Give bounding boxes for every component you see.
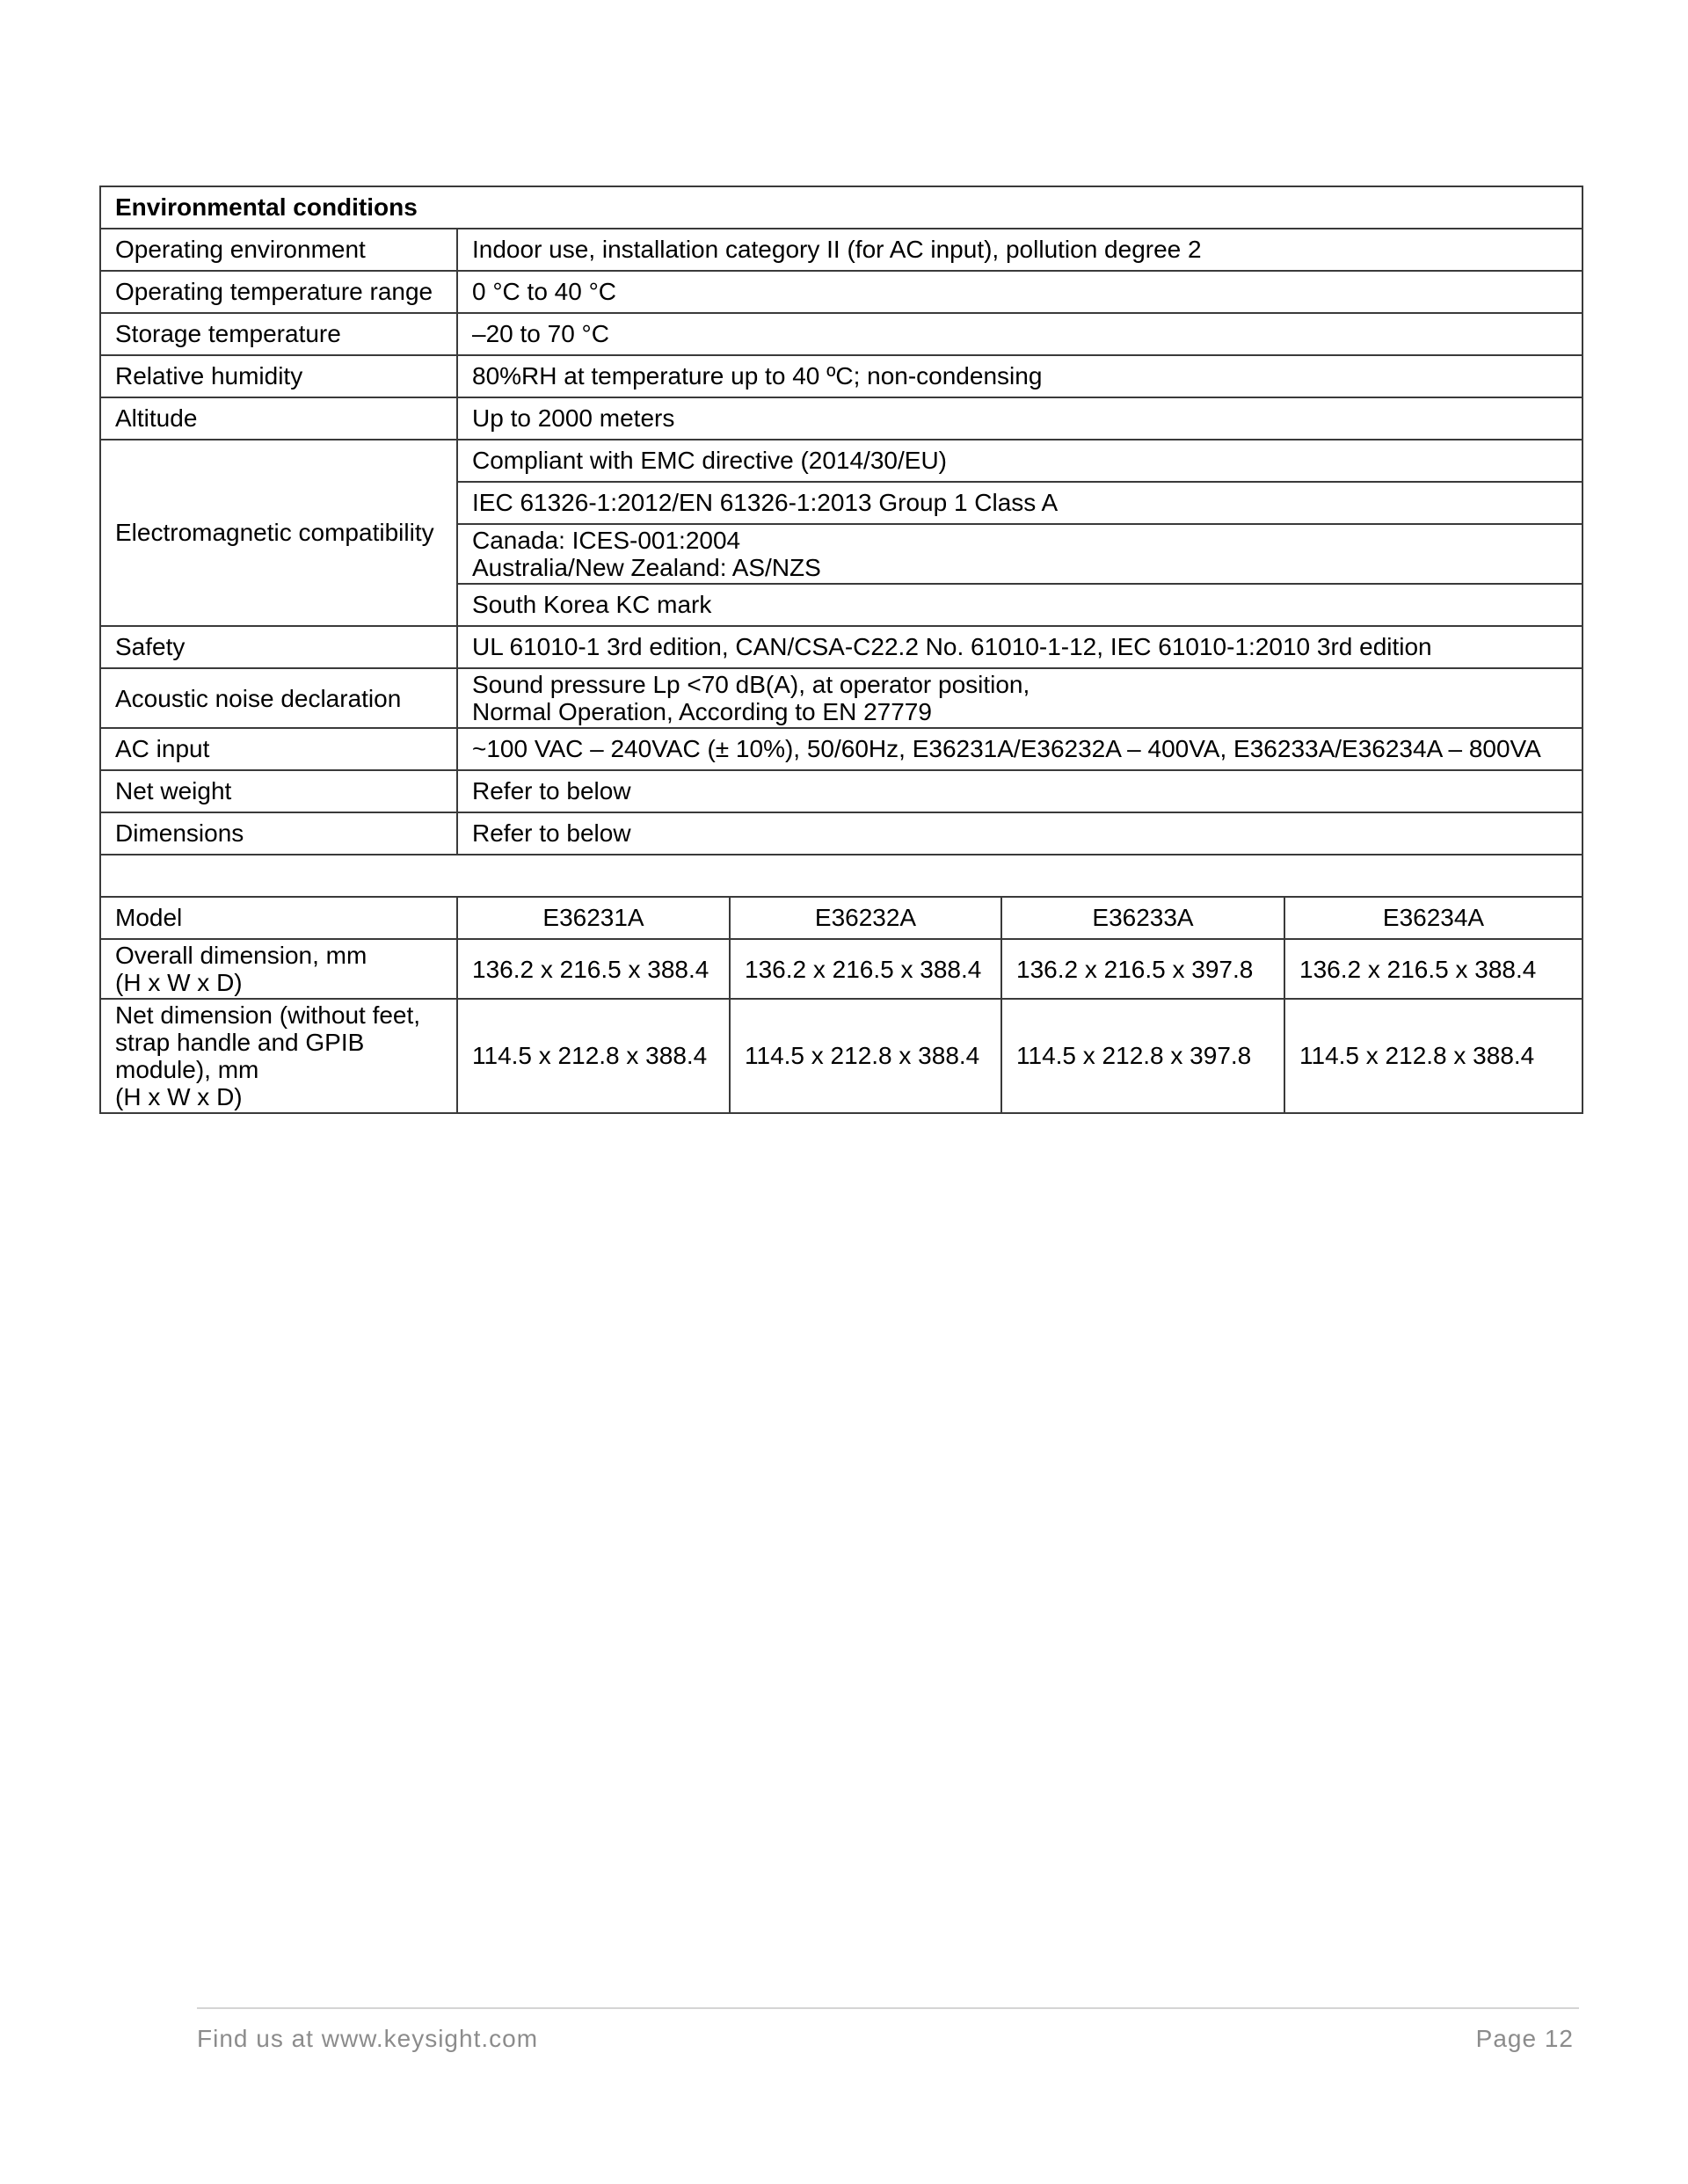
row-value: Refer to below xyxy=(457,812,1582,855)
overall-label-line: (H x W x D) xyxy=(115,969,243,996)
table-row xyxy=(100,313,1582,355)
row-value xyxy=(457,524,1582,584)
footer-website: Find us at www.keysight.com xyxy=(197,2025,539,2052)
row-label: Dimensions xyxy=(100,812,457,855)
model-name: E36234A xyxy=(1284,897,1582,939)
emc-canada: Canada: ICES-001:2004 xyxy=(472,527,741,554)
overall-dimension-label xyxy=(100,939,457,999)
model-name: E36232A xyxy=(730,897,1001,939)
table-row xyxy=(100,229,1582,271)
table-row xyxy=(100,440,1582,482)
row-label: Relative humidity xyxy=(100,355,457,397)
net-dimension-label xyxy=(100,999,457,1113)
row-value: Indoor use, installation category II (for AC input), pollution degree 2 xyxy=(457,229,1582,271)
row-label: Altitude xyxy=(100,397,457,440)
net-dimension-value: 114.5 x 212.8 x 397.8 xyxy=(1001,999,1284,1113)
net-label-line: Net dimension (without feet, xyxy=(115,1001,421,1029)
row-value: –20 to 70 °C xyxy=(457,313,1582,355)
net-label-line: module), mm xyxy=(115,1056,259,1083)
page-number: Page 12 xyxy=(1475,2025,1574,2052)
row-value: 0 °C to 40 °C xyxy=(457,271,1582,313)
net-dimension-value: 114.5 x 212.8 x 388.4 xyxy=(1284,999,1582,1113)
spacer-row xyxy=(100,855,1582,897)
model-header-label: Model xyxy=(100,897,457,939)
row-label: Storage temperature xyxy=(100,313,457,355)
overall-dimension-value: 136.2 x 216.5 x 397.8 xyxy=(1001,939,1284,999)
table-row xyxy=(100,626,1582,668)
row-value: Compliant with EMC directive (2014/30/EU) xyxy=(457,440,1582,482)
row-label: Safety xyxy=(100,626,457,668)
net-label-line: strap handle and GPIB xyxy=(115,1029,365,1056)
table-title: Environmental conditions xyxy=(100,186,1582,229)
row-value: South Korea KC mark xyxy=(457,584,1582,626)
table-row xyxy=(100,812,1582,855)
table-title-row xyxy=(100,186,1582,229)
overall-dimension-row xyxy=(100,939,1582,999)
row-label: Operating temperature range xyxy=(100,271,457,313)
row-value: Up to 2000 meters xyxy=(457,397,1582,440)
acoustic-line-1: Sound pressure Lp <70 dB(A), at operator position, xyxy=(472,671,1030,698)
table-row xyxy=(100,668,1582,728)
row-value: ~100 VAC – 240VAC (± 10%), 50/60Hz, E36231A/E36232A – 400VA, E36233A/E36234A – 800VA xyxy=(457,728,1582,770)
model-name: E36233A xyxy=(1001,897,1284,939)
table-row xyxy=(100,397,1582,440)
net-label-line: (H x W x D) xyxy=(115,1083,243,1110)
overall-dimension-value: 136.2 x 216.5 x 388.4 xyxy=(730,939,1001,999)
model-header-row xyxy=(100,897,1582,939)
net-dimension-row xyxy=(100,999,1582,1113)
table-row xyxy=(100,355,1582,397)
table-row xyxy=(100,728,1582,770)
row-label: Acoustic noise declaration xyxy=(100,668,457,728)
row-label: Net weight xyxy=(100,770,457,812)
row-label: AC input xyxy=(100,728,457,770)
row-value xyxy=(457,668,1582,728)
acoustic-line-2: Normal Operation, According to EN 27779 xyxy=(472,698,932,725)
overall-label-line: Overall dimension, mm xyxy=(115,942,367,969)
footer-divider xyxy=(197,2007,1579,2009)
row-value: UL 61010-1 3rd edition, CAN/CSA-C22.2 No. 61010-1-12, IEC 61010-1:2010 3rd edition xyxy=(457,626,1582,668)
net-dimension-value: 114.5 x 212.8 x 388.4 xyxy=(457,999,730,1113)
row-label: Electromagnetic compatibility xyxy=(100,440,457,626)
net-dimension-value: 114.5 x 212.8 x 388.4 xyxy=(730,999,1001,1113)
overall-dimension-value: 136.2 x 216.5 x 388.4 xyxy=(457,939,730,999)
overall-dimension-value: 136.2 x 216.5 x 388.4 xyxy=(1284,939,1582,999)
row-label: Operating environment xyxy=(100,229,457,271)
emc-australia: Australia/New Zealand: AS/NZS xyxy=(472,554,821,581)
spacer-cell xyxy=(100,855,1582,897)
environmental-spec-table xyxy=(99,186,1583,1114)
row-value: 80%RH at temperature up to 40 ºC; non-condensing xyxy=(457,355,1582,397)
table-row xyxy=(100,271,1582,313)
row-value: IEC 61326-1:2012/EN 61326-1:2013 Group 1 Class A xyxy=(457,482,1582,524)
row-value: Refer to below xyxy=(457,770,1582,812)
table-row xyxy=(100,770,1582,812)
model-name: E36231A xyxy=(457,897,730,939)
